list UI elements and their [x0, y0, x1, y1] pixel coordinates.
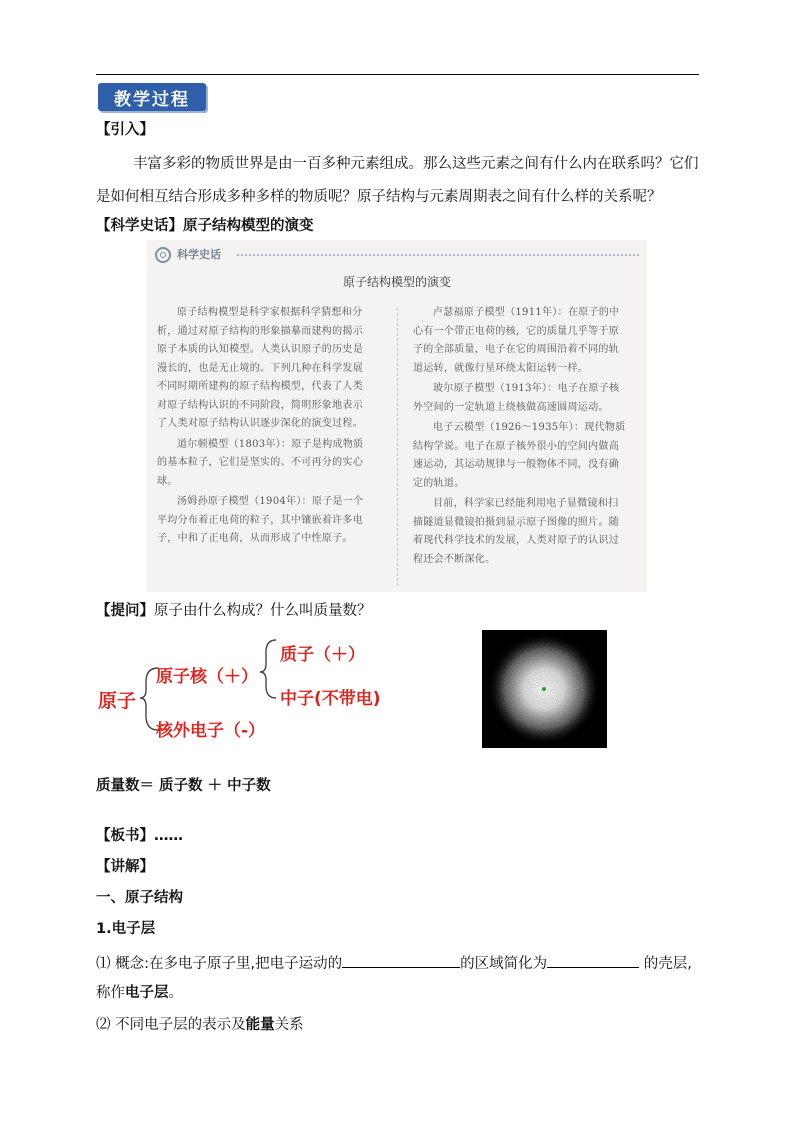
concept-prefix: ⑴ 概念:在多电子原子里,把电子运动的 — [96, 956, 343, 972]
nucleus-dot — [542, 687, 546, 691]
concept-term: 电子层 — [125, 985, 169, 1001]
intro-text: 丰富多彩的物质世界是由一百多种元素组成。那么这些元素之间有什么内在联系吗？它们是如何相互结合形成多种多样的物质呢？原子结构与元素周期表之间有什么样的关系呢？ — [96, 156, 699, 205]
atom-label: 原子 — [98, 690, 137, 712]
history-right-p3: 电子云模型（1926～1935年）：现代物质结构学说。电子在原子核外很小的空间内做高速运动，其运动规律与一般物体不同，没有确定的轨道。 — [413, 422, 626, 489]
intro-heading: 【引入】 — [96, 122, 154, 138]
nucleus-label: 原子核（＋） — [156, 667, 258, 687]
electron-label: 核外电子（-） — [156, 721, 266, 741]
question-heading: 【提问】 — [96, 603, 154, 619]
lecture-heading: 【讲解】 — [96, 859, 154, 875]
concept-suffix: 的壳层, — [639, 956, 692, 972]
item2-suffix: 关系 — [274, 1017, 304, 1033]
electron-cloud-image — [482, 630, 607, 748]
section-banner: 教学过程 — [98, 83, 206, 111]
concept-line-2 — [96, 983, 183, 1003]
history-left-p1: 原子结构模型是科学家根据科学猜想和分析，通过对原子结构的形象描摹而建构的揭示原子本质的认知模型。人类认识原子的历史是漫长的，也是无止境的。下列几种在科学发展不同时期所建构的原子结构模型，代表了人类对原子结构认识的不同阶段，简明形象地表示了人类对原子结构认识逐步深化的演变过程。 — [157, 307, 363, 429]
history-right-p2: 玻尔原子模型（1913年）：电子在原子核外空间的一定轨道上绕核做高速圆周运动。 — [413, 383, 620, 413]
section-atomic-structure: 一、原子结构 — [96, 890, 183, 906]
board-heading: 【板书】…… — [96, 828, 183, 844]
history-left-p3: 汤姆孙原子模型（1904年）：原子是一个平均分布着正电荷的粒子，其中镶嵌着许多电子，中和了正电荷，从而形成了中性原子。 — [157, 496, 364, 544]
concept-middle: 的区域简化为 — [460, 956, 548, 972]
blank-shell[interactable] — [547, 951, 639, 968]
history-right-p4: 目前，科学家已经能利用电子显微镜和扫描隧道显微镜拍摄到显示原子图像的照片。随着现代科学技术的发展，人类对原子的认识过程还会不断深化。 — [413, 498, 619, 565]
history-box-title: 原子结构模型的演变 — [342, 275, 451, 289]
history-heading: 【科学史话】原子结构模型的演变 — [96, 218, 314, 234]
mass-number-formula: 质量数＝ 质子数 ＋ 中子数 — [96, 778, 271, 794]
proton-label: 质子（＋） — [280, 645, 365, 665]
electron-cloud-svg — [482, 630, 607, 748]
question-text: 原子由什么构成？什么叫质量数？ — [154, 603, 372, 619]
item2-prefix: ⑵ 不同电子层的表示及 — [96, 1017, 246, 1033]
subsection-electron-shell: 1.电子层 — [96, 921, 156, 937]
item-2-line — [96, 1015, 304, 1035]
concept-line2-suffix: 。 — [168, 985, 183, 1001]
history-box-label: 科学史话 — [177, 248, 221, 261]
brace-inner — [260, 640, 276, 698]
concept-line — [96, 951, 692, 974]
history-right-p1: 卢瑟福原子模型（1911年）：在原子的中心有一个带正电荷的核，它的质量几乎等于原子的全部质量，电子在它的周围沿着不同的轨道运转，就像行星环绕太阳运转一样。 — [413, 307, 620, 374]
blank-region[interactable] — [342, 951, 460, 968]
concept-line2-prefix: 称作 — [96, 985, 125, 1001]
history-left-p2: 道尔顿模型（1803年）：原子是构成物质的基本粒子，它们是坚实的、不可再分的实心球。 — [157, 438, 364, 487]
neutron-label: 中子(不带电) — [280, 689, 381, 709]
item2-term: 能量 — [245, 1017, 275, 1033]
